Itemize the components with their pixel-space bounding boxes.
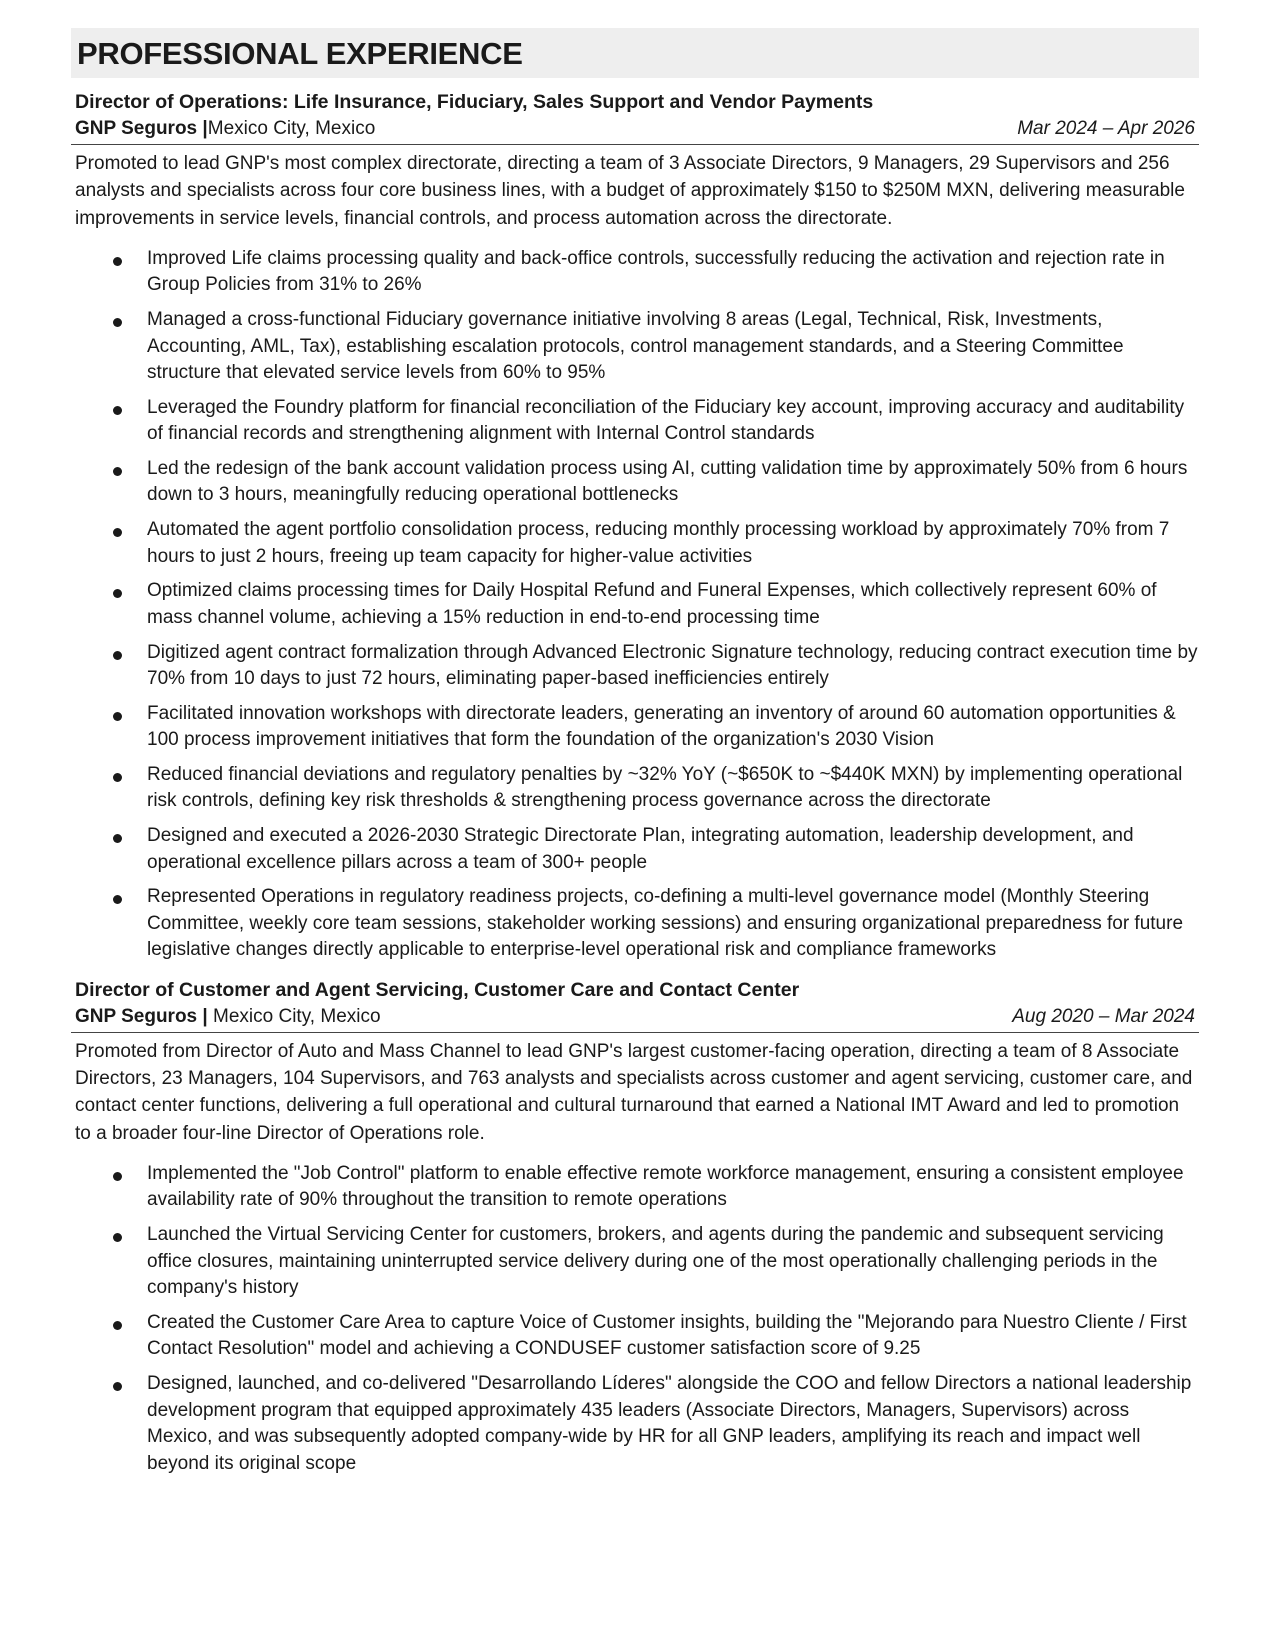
job-location: Mexico City, Mexico: [207, 118, 376, 139]
separator: |: [202, 118, 208, 139]
bullet-dot-icon: [113, 589, 122, 598]
job-title: Director of Operations: Life Insurance, Fiduciary, Sales Support and Vendor Payments: [75, 91, 874, 113]
bullet-item: [71, 395, 1199, 448]
bullet-text: Launched the Virtual Servicing Center for customers, brokers, and agents during the pandemic and subsequent servicing office closures, maintaining uninterrupted service delivery during one of the most operationally challenging periods in the company's history: [147, 1224, 1164, 1299]
bullet-item: [71, 578, 1199, 631]
company-name: GNP Seguros: [75, 118, 198, 139]
bullet-text: Reduced financial deviations and regulatory penalties by ~32% YoY (~$650K to ~$440K MXN) by implementing operational risk controls, defining key risk thresholds & strengthening process governance across the directorate: [147, 763, 1183, 812]
bullet-text: Designed, launched, and co-delivered "Desarrollando Líderes" alongside the COO and fellow Directors a national leadership development program that equipped approximately 435 leaders (Associate Directors, Managers, Supervisors) across Mexico, and was subsequently adopted company-wide by HR for all GNP leaders, amplifying its reach and impact well beyond its original scope: [147, 1373, 1192, 1474]
bullet-dot-icon: [113, 895, 122, 904]
job-entry: [71, 88, 1199, 964]
bullet-item: [71, 246, 1199, 299]
job-meta-line: [71, 116, 1199, 145]
bullet-text: Digitized agent contract formalization through Advanced Electronic Signature technology, reducing contract execution time by 70% from 10 days to just 72 hours, eliminating paper-based inefficiencies entirely: [147, 641, 1198, 690]
bullet-item: [71, 1371, 1199, 1477]
bullet-item: [71, 1310, 1199, 1363]
job-dates: Aug 2020 – Mar 2024: [1012, 1005, 1195, 1027]
bullet-item: [71, 307, 1199, 387]
bullet-text: Managed a cross-functional Fiduciary governance initiative involving 8 areas (Legal, Technical, Risk, Investments, Accounting, AML, Tax), establishing escalation protocols, control management standards, and a Steering Committee structure that elevated service levels from 60% to 95%: [147, 309, 1124, 384]
bullet-dot-icon: [113, 1382, 122, 1391]
bullet-dot-icon: [113, 528, 122, 537]
job-dates: Mar 2024 – Apr 2026: [1017, 118, 1195, 139]
bullet-text: Leveraged the Foundry platform for financial reconciliation of the Fiduciary key account, improving accuracy and auditability of financial records and strengthening alignment with Internal Control standards: [147, 396, 1185, 445]
bullet-item: [71, 884, 1199, 964]
bullet-item: [71, 701, 1199, 754]
bullet-dot-icon: [113, 712, 122, 721]
bullet-dot-icon: [113, 1172, 122, 1181]
bullet-dot-icon: [113, 467, 122, 476]
bullet-dot-icon: [113, 257, 122, 266]
bullet-item: [71, 517, 1199, 570]
bullet-dot-icon: [113, 773, 122, 782]
job-meta-line: [71, 1004, 1199, 1033]
bullet-dot-icon: [113, 1233, 122, 1242]
bullet-text: Implemented the "Job Control" platform to enable effective remote workforce management, ensuring a consistent employee availability rate of 90% throughout the transition to remote operations: [147, 1162, 1184, 1211]
bullet-text: Led the redesign of the bank account validation process using AI, cutting validation time by approximately 50% from 6 hours down to 3 hours, meaningfully reducing operational bottlenecks: [147, 457, 1188, 506]
bullet-item: [71, 1161, 1199, 1214]
bullet-text: Automated the agent portfolio consolidation process, reducing monthly processing workload by approximately 70% from 7 hours to just 2 hours, freeing up team capacity for higher-value activities: [147, 519, 1170, 567]
bullet-dot-icon: [113, 318, 122, 327]
bullet-text: Optimized claims processing times for Daily Hospital Refund and Funeral Expenses, which collectively represent 60% of mass channel volume, achieving a 15% reduction in end-to-end processing time: [147, 580, 1157, 628]
job-entry: [71, 976, 1199, 1477]
section-title: PROFESSIONAL EXPERIENCE: [71, 28, 1199, 78]
bullet-dot-icon: [113, 406, 122, 415]
bullet-dot-icon: [113, 1321, 122, 1330]
bullet-dot-icon: [113, 651, 122, 660]
bullet-dot-icon: [113, 834, 122, 843]
bullet-text: Created the Customer Care Area to capture Voice of Customer insights, building the "Mejorando para Nuestro Cliente / First Contact Resolution" model and achieving a CONDUSEF customer satisfaction score of 9.25: [147, 1311, 1187, 1360]
bullet-item: [71, 1222, 1199, 1302]
bullet-item: [71, 456, 1199, 509]
company-location: [75, 116, 375, 142]
job-location: Mexico City, Mexico: [213, 1005, 381, 1027]
company-location: [75, 1004, 381, 1030]
bullet-list: [71, 246, 1199, 964]
separator: |: [202, 1005, 208, 1027]
bullet-list: [71, 1161, 1199, 1477]
job-summary: Promoted from Director of Auto and Mass Channel to lead GNP's largest customer-facing operation, directing a team of 8 Associate Directors, 23 Managers, 104 Supervisors, and 763 analysts and specialists across customer and agent servicing, customer care, and contact center functions, delivering a full operational and cultural turnaround that earned a National IMT Award and led to promotion to a broader four-line Director of Operations role.: [75, 1040, 1193, 1144]
bullet-text: Facilitated innovation workshops with directorate leaders, generating an inventory of around 60 automation opportunities & 100 process improvement initiatives that form the foundation of the organization's 2030 Vision: [147, 702, 1176, 751]
bullet-text: Improved Life claims processing quality and back-office controls, successfully reducing the activation and rejection rate in Group Policies from 31% to 26%: [147, 247, 1165, 296]
job-title: Director of Customer and Agent Servicing, Customer Care and Contact Center: [75, 978, 800, 1001]
bullet-item: [71, 640, 1199, 693]
company-name: GNP Seguros: [75, 1005, 198, 1027]
bullet-text: Represented Operations in regulatory readiness projects, co-defining a multi-level governance model (Monthly Steering Committee, weekly core team sessions, stakeholder working sessions) and ensuring organizational preparedness for future legislative changes directly applicable to enterprise-level operational risk and compliance frameworks: [147, 886, 1184, 961]
bullet-text: Designed and executed a 2026-2030 Strategic Directorate Plan, integrating automation, leadership development, and operational excellence pillars across a team of 300+ people: [147, 825, 1134, 873]
bullet-item: [71, 762, 1199, 815]
bullet-item: [71, 823, 1199, 876]
resume-page: [71, 28, 1199, 1485]
job-summary: Promoted to lead GNP's most complex directorate, directing a team of 3 Associate Directors, 9 Managers, 29 Supervisors and 256 analysts and specialists across four core business lines, with a budget of approximately $150 to $250M MXN, delivering measurable improvements in service levels, financial controls, and process automation across the directorate.: [75, 153, 1185, 229]
